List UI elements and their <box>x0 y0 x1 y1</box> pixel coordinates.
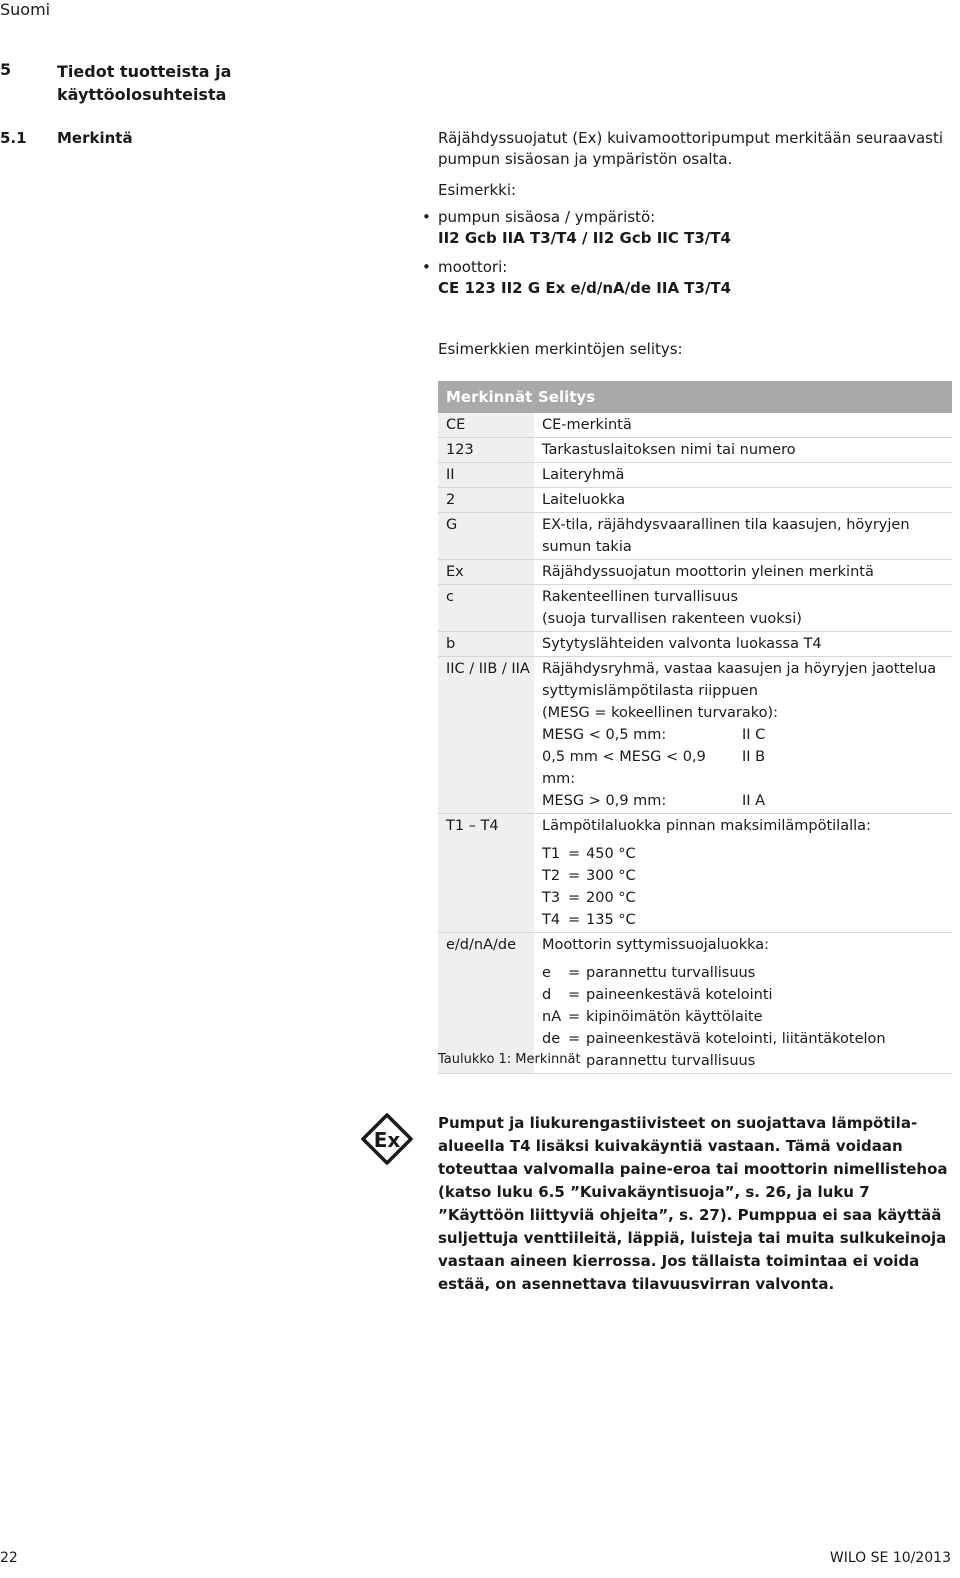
warning-paragraph: Pumput ja liukurengastiivisteet on suojattava lämpötila-alueella T4 lisäksi kuivakäyntiä vastaan. Tämä voidaan toteuttaa valvomalla paine-eroa tai moottorin nimellistehoa (katso luku 6.5 ”Kuivakäyntisuoja”, s. 26, ja luku 7 ”Käyttöön liittyviä ohjeita”, s. 27). Pumppua ei saa käyttää suljettuja venttiileitä, läppiä, luisteja tai muita sulkukeinoja vastaan aineen kierrossa. Jos tällaista toimintaa ei voida estää, on asennettava tilavuusvirran valvonta. <box>438 1114 948 1293</box>
definition-key: T1 <box>542 846 561 862</box>
mesg-row <box>542 724 952 746</box>
description-text: Räjähdyssuojatun moottorin yleinen merkintä <box>542 564 874 580</box>
description-cell <box>534 488 952 513</box>
description-text: (suoja turvallisen rakenteen vuoksi) <box>542 611 802 627</box>
table-row <box>438 814 952 933</box>
description-text: Sytytyslähteiden valvonta luokassa T4 <box>542 636 822 652</box>
section-number: 5.1 <box>0 129 27 147</box>
example-label: moottori: <box>438 258 508 276</box>
description-cell <box>534 933 952 1074</box>
definition-value: parannettu turvallisuus <box>586 965 756 981</box>
equals-sign: = <box>568 965 581 981</box>
column-header-description: Selitys <box>534 381 952 413</box>
table-row <box>438 585 952 632</box>
definition-value: paineenkestävä kotelointi, liitäntäkotelon parannettu turvallisuus <box>586 1031 886 1069</box>
mesg-value: II A <box>742 793 766 809</box>
equals-sign: = <box>568 1031 581 1047</box>
definition-key: T2 <box>542 868 561 884</box>
description-cell <box>534 438 952 463</box>
mesg-row <box>542 790 952 812</box>
definition-value: kipinöimätön käyttölaite <box>586 1009 763 1025</box>
marking-cell: II <box>438 463 534 488</box>
svg-text:Ex: Ex <box>373 1128 401 1152</box>
definition-key: T3 <box>542 890 561 906</box>
marking-cell: b <box>438 632 534 657</box>
description-cell <box>534 413 952 438</box>
table-row <box>438 488 952 513</box>
mesg-row <box>542 746 952 790</box>
chapter-number: 5 <box>0 60 12 79</box>
definition-key: de <box>542 1031 561 1047</box>
list-item <box>422 207 942 249</box>
description-cell <box>534 814 952 933</box>
marking-cell: CE <box>438 413 534 438</box>
table-row <box>438 438 952 463</box>
table-caption: Taulukko 1: Merkinnät <box>438 1052 581 1067</box>
description-text: Laiteluokka <box>542 492 626 508</box>
description-cell <box>534 632 952 657</box>
equals-sign: = <box>568 890 581 906</box>
mesg-condition: MESG < 0,5 mm: <box>542 727 667 743</box>
description-text: CE-merkintä <box>542 417 632 433</box>
description-text: (MESG = kokeellinen turvarako): <box>542 705 779 721</box>
definition-key: e <box>542 965 551 981</box>
language-label: Suomi <box>0 0 51 19</box>
description-text: Moottorin syttymissuojaluokka: <box>542 937 770 953</box>
legend-label: Esimerkkien merkintöjen selitys: <box>438 340 683 358</box>
description-text: Rakenteellinen turvallisuus <box>542 589 739 605</box>
examples-label: Esimerkki: <box>438 181 517 199</box>
example-code: CE 123 II2 G Ex e/d/nA/de IIA T3/T4 <box>438 279 732 297</box>
examples-list <box>422 207 942 307</box>
description-cell <box>534 560 952 585</box>
definition-value: 450 °C <box>586 846 636 862</box>
equals-sign: = <box>568 1009 581 1025</box>
description-text: EX-tila, räjähdysvaarallinen tila kaasujen, höyryjen sumun takia <box>542 517 910 555</box>
definition-value: 300 °C <box>586 868 636 884</box>
mesg-value: II C <box>742 727 766 743</box>
mesg-condition: MESG > 0,9 mm: <box>542 793 667 809</box>
equals-sign: = <box>568 987 581 1003</box>
equals-sign: = <box>568 846 581 862</box>
intro-paragraph: Räjähdyssuojatut (Ex) kuivamoottoripumput merkitään seuraavasti pumpun sisäosan ja ympäristön osalta. <box>438 129 944 168</box>
bullet-icon: • <box>422 208 431 226</box>
description-cell <box>534 513 952 560</box>
marking-cell: 2 <box>438 488 534 513</box>
table-row <box>438 560 952 585</box>
table-row <box>438 632 952 657</box>
chapter-title: Tiedot tuotteista ja käyttöolosuhteista <box>57 62 232 104</box>
column-header-markings: Merkinnät <box>438 381 534 413</box>
equals-sign: = <box>568 868 581 884</box>
description-cell <box>534 463 952 488</box>
example-label: pumpun sisäosa / ympäristö: <box>438 208 656 226</box>
mesg-condition: 0,5 mm < MESG < 0,9 mm: <box>542 749 706 787</box>
markings-table <box>438 381 952 1074</box>
footer-brand: WILO SE 10/2013 <box>829 1550 951 1566</box>
section-title: Merkintä <box>57 129 133 147</box>
table-row <box>438 413 952 438</box>
description-text: Lämpötilaluokka pinnan maksimilämpötilalla: <box>542 818 871 834</box>
definition-key: d <box>542 987 552 1003</box>
marking-cell: G <box>438 513 534 560</box>
equals-sign: = <box>568 912 581 928</box>
definition-value: paineenkestävä kotelointi <box>586 987 773 1003</box>
description-cell <box>534 585 952 632</box>
table-row <box>438 657 952 814</box>
marking-cell: Ex <box>438 560 534 585</box>
definition-list <box>542 843 952 931</box>
definition-key: nA <box>542 1009 562 1025</box>
mesg-value: II B <box>742 749 766 765</box>
description-cell <box>534 657 952 814</box>
table-row <box>438 463 952 488</box>
definition-list <box>542 962 952 1072</box>
definition-value: 200 °C <box>586 890 636 906</box>
marking-cell: 123 <box>438 438 534 463</box>
description-text: Laiteryhmä <box>542 467 625 483</box>
marking-cell: IIC / IIB / IIA <box>438 657 534 814</box>
bullet-icon: • <box>422 258 431 276</box>
marking-cell: e/d/nA/de <box>438 933 534 1074</box>
table-row <box>438 513 952 560</box>
example-code: II2 Gcb IIA T3/T4 / II2 Gcb IIC T3/T4 <box>438 229 731 247</box>
description-text: Tarkastuslaitoksen nimi tai numero <box>542 442 796 458</box>
table-header-row <box>438 381 952 413</box>
definition-key: T4 <box>542 912 561 928</box>
description-text: Räjähdysryhmä, vastaa kaasujen ja höyryjen jaottelua syttymislämpötilasta riippuen <box>542 661 937 699</box>
ex-symbol-icon <box>360 1112 414 1166</box>
marking-cell: c <box>438 585 534 632</box>
list-item <box>422 257 942 299</box>
page-number: 22 <box>0 1550 18 1566</box>
definition-value: 135 °C <box>586 912 636 928</box>
marking-cell: T1 – T4 <box>438 814 534 933</box>
